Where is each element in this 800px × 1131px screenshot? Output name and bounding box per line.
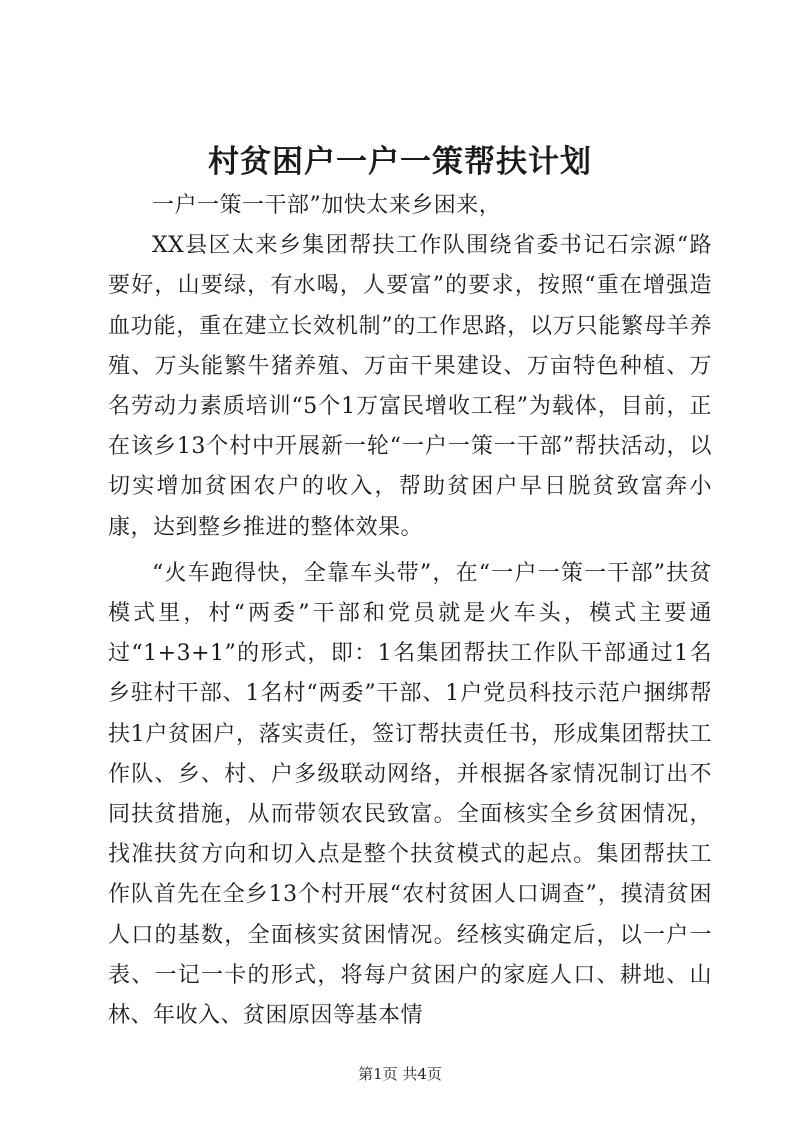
document-body bbox=[108, 186, 712, 1036]
document-title: 村贫困户一户一策帮扶计划 bbox=[208, 144, 592, 180]
page-number-footer: 第1页 共4页 bbox=[358, 1065, 442, 1083]
paragraph-model: “火车跑得快，全靠车头带”，在“一户一策一干部”扶贫模式里，村“两委”干部和党员就是火车头，模式主要通过“1+3+1”的形式，即：1名集团帮扶工作队干部通过1名乡驻村干部、1名村“两委”干部、1户党员科技示范户捆绑帮扶1户贫困户，落实责任，签订帮扶责任书，形成集团帮扶工作队、乡、村、户多级联动网络，并根据各家情况制订出不同扶贫措施，从而带领农民致富。全面核实全乡贫困情况，找准扶贫方向和切入点是整个扶贫模式的起点。集团帮扶工作队首先在全乡13个村开展“农村贫困人口调查”，摸清贫困人口的基数，全面核实贫困情况。经核实确定后，以一户一表、一记一卡的形式，将每户贫困户的家庭人口、耕地、山林、年收入、贫困原因等基本情 bbox=[108, 560, 712, 1029]
paragraph-intro: 一户一策一干部”加快太来乡困来， bbox=[152, 193, 502, 218]
paragraph-background: XX县区太来乡集团帮扶工作队围绕省委书记石宗源“路要好，山要绿，有水喝，人要富”的要求，按照“重在增强造血功能，重在建立长效机制”的工作思路，以万只能繁母羊养殖、万头能繁牛猪养殖、万亩干果建设、万亩特色种植、万名劳动力素质培训“5个1万富民增收工程”为载体，目前，正在该乡13个村中开展新一轮“一户一策一干部”帮扶活动，以切实增加贫困农户的收入，帮助贫困户早日脱贫致富奔小康，达到整乡推进的整体效果。 bbox=[108, 233, 712, 540]
